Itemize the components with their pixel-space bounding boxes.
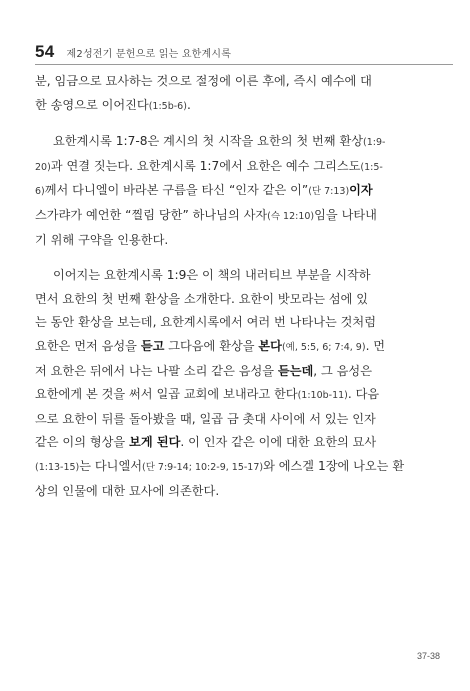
text-line xyxy=(35,360,437,384)
emphasized-text: 보게 된다 xyxy=(129,435,181,450)
scripture-reference: (1:5- xyxy=(360,161,383,173)
emphasized-text: 듣고 xyxy=(140,338,165,353)
scripture-reference: (1:10b-11) xyxy=(297,390,348,402)
scripture-reference: (예, 5:5, 6; 7:4, 9) xyxy=(281,341,366,353)
text-line xyxy=(35,94,437,119)
text-segment: 이어지는 요한계시록 1:9은 이 책의 내러티브 부분을 시작하 xyxy=(53,268,371,283)
text-line xyxy=(35,179,437,204)
text-line xyxy=(35,130,437,155)
text-segment: , 그 음성은 xyxy=(313,363,372,378)
body-text xyxy=(35,70,437,515)
scripture-reference: (1:9- xyxy=(363,137,386,149)
text-segment: 기 위해 구약을 인용한다. xyxy=(35,232,169,247)
header-rule xyxy=(35,64,453,65)
text-segment: 와 에스겔 1장에 나오는 환 xyxy=(263,458,405,473)
text-line xyxy=(35,408,437,432)
text-segment: . xyxy=(186,97,191,112)
page-header xyxy=(35,42,231,66)
text-line xyxy=(35,383,437,408)
scripture-reference: (단 7:9-14; 10:2-9, 15-17) xyxy=(142,461,264,473)
scripture-reference: (1:13-15) xyxy=(35,461,80,473)
running-title: 제2성전기 문헌으로 읽는 요한계시록 xyxy=(66,49,232,60)
emphasized-text: 본다 xyxy=(258,338,282,353)
text-line xyxy=(35,335,437,360)
text-segment: . 먼 xyxy=(365,338,386,353)
text-segment: 과 연결 짓는다. 요한계시록 1:7에서 요한은 예수 그리스도 xyxy=(50,158,361,173)
emphasized-text: 듣는데 xyxy=(277,363,314,378)
text-line xyxy=(35,431,437,455)
scripture-reference: 20) xyxy=(35,161,51,173)
emphasized-text: 이자 xyxy=(349,183,373,198)
paragraph xyxy=(35,130,437,252)
scripture-reference: (단 7:13) xyxy=(308,186,350,198)
paragraph xyxy=(35,70,437,118)
text-line xyxy=(35,311,437,335)
text-segment: 는 동안 환상을 보는데, 요한계시록에서 여러 번 나타나는 것처럼 xyxy=(35,315,376,330)
text-segment: 요한은 먼저 음성을 xyxy=(35,338,141,353)
text-line xyxy=(35,480,437,504)
scripture-reference: 6) xyxy=(35,186,45,198)
text-line xyxy=(35,204,437,229)
text-segment: 으로 요한이 뒤를 돌아봤을 때, 일곱 금 촛대 사이에 서 있는 인자 xyxy=(35,411,376,426)
text-segment: 같은 이의 형상을 xyxy=(35,435,130,450)
paragraph xyxy=(35,264,437,503)
footer-reference: 37-38 xyxy=(416,651,440,661)
text-segment: 께서 다니엘이 바라본 구름을 타신 “인자 같은 이” xyxy=(44,183,309,198)
text-segment: 는 다니엘서 xyxy=(79,458,143,473)
text-line xyxy=(35,455,437,480)
text-segment: 분, 임금으로 묘사하는 것으로 절정에 이른 후에, 즉시 예수에 대 xyxy=(35,74,372,88)
text-segment: 요한계시록 1:7-8은 계시의 첫 시작을 요한의 첫 번째 환상 xyxy=(53,134,363,149)
text-segment: 스가랴가 예언한 “찔림 당한” 하나님의 사자 xyxy=(35,207,268,222)
text-line xyxy=(35,70,437,94)
text-segment: 상의 인물에 대한 묘사에 의존한다. xyxy=(35,483,220,498)
text-line xyxy=(35,229,437,253)
text-segment: 한 송영으로 이어진다 xyxy=(35,97,149,112)
page-number: 54 xyxy=(35,42,55,61)
text-segment: 저 요한은 뒤에서 나는 나팔 소리 같은 음성을 xyxy=(35,363,278,378)
scripture-reference: (1:5b-6) xyxy=(148,100,187,112)
text-line xyxy=(35,288,437,312)
text-segment: . 이 인자 같은 이에 대한 요한의 묘사 xyxy=(180,435,377,450)
text-line xyxy=(35,155,437,180)
text-segment: 그다음에 환상을 xyxy=(164,338,259,353)
text-segment: 면서 요한의 첫 번째 환상을 소개한다. 요한이 밧모라는 섬에 있 xyxy=(35,291,369,306)
text-segment: 임을 나타내 xyxy=(314,207,377,222)
text-line xyxy=(35,264,437,288)
text-segment: 요한에게 본 것을 써서 일곱 교회에 보내라고 한다 xyxy=(35,387,298,402)
text-segment: . 다음 xyxy=(347,387,380,402)
scripture-reference: (슥 12:10) xyxy=(267,210,315,222)
